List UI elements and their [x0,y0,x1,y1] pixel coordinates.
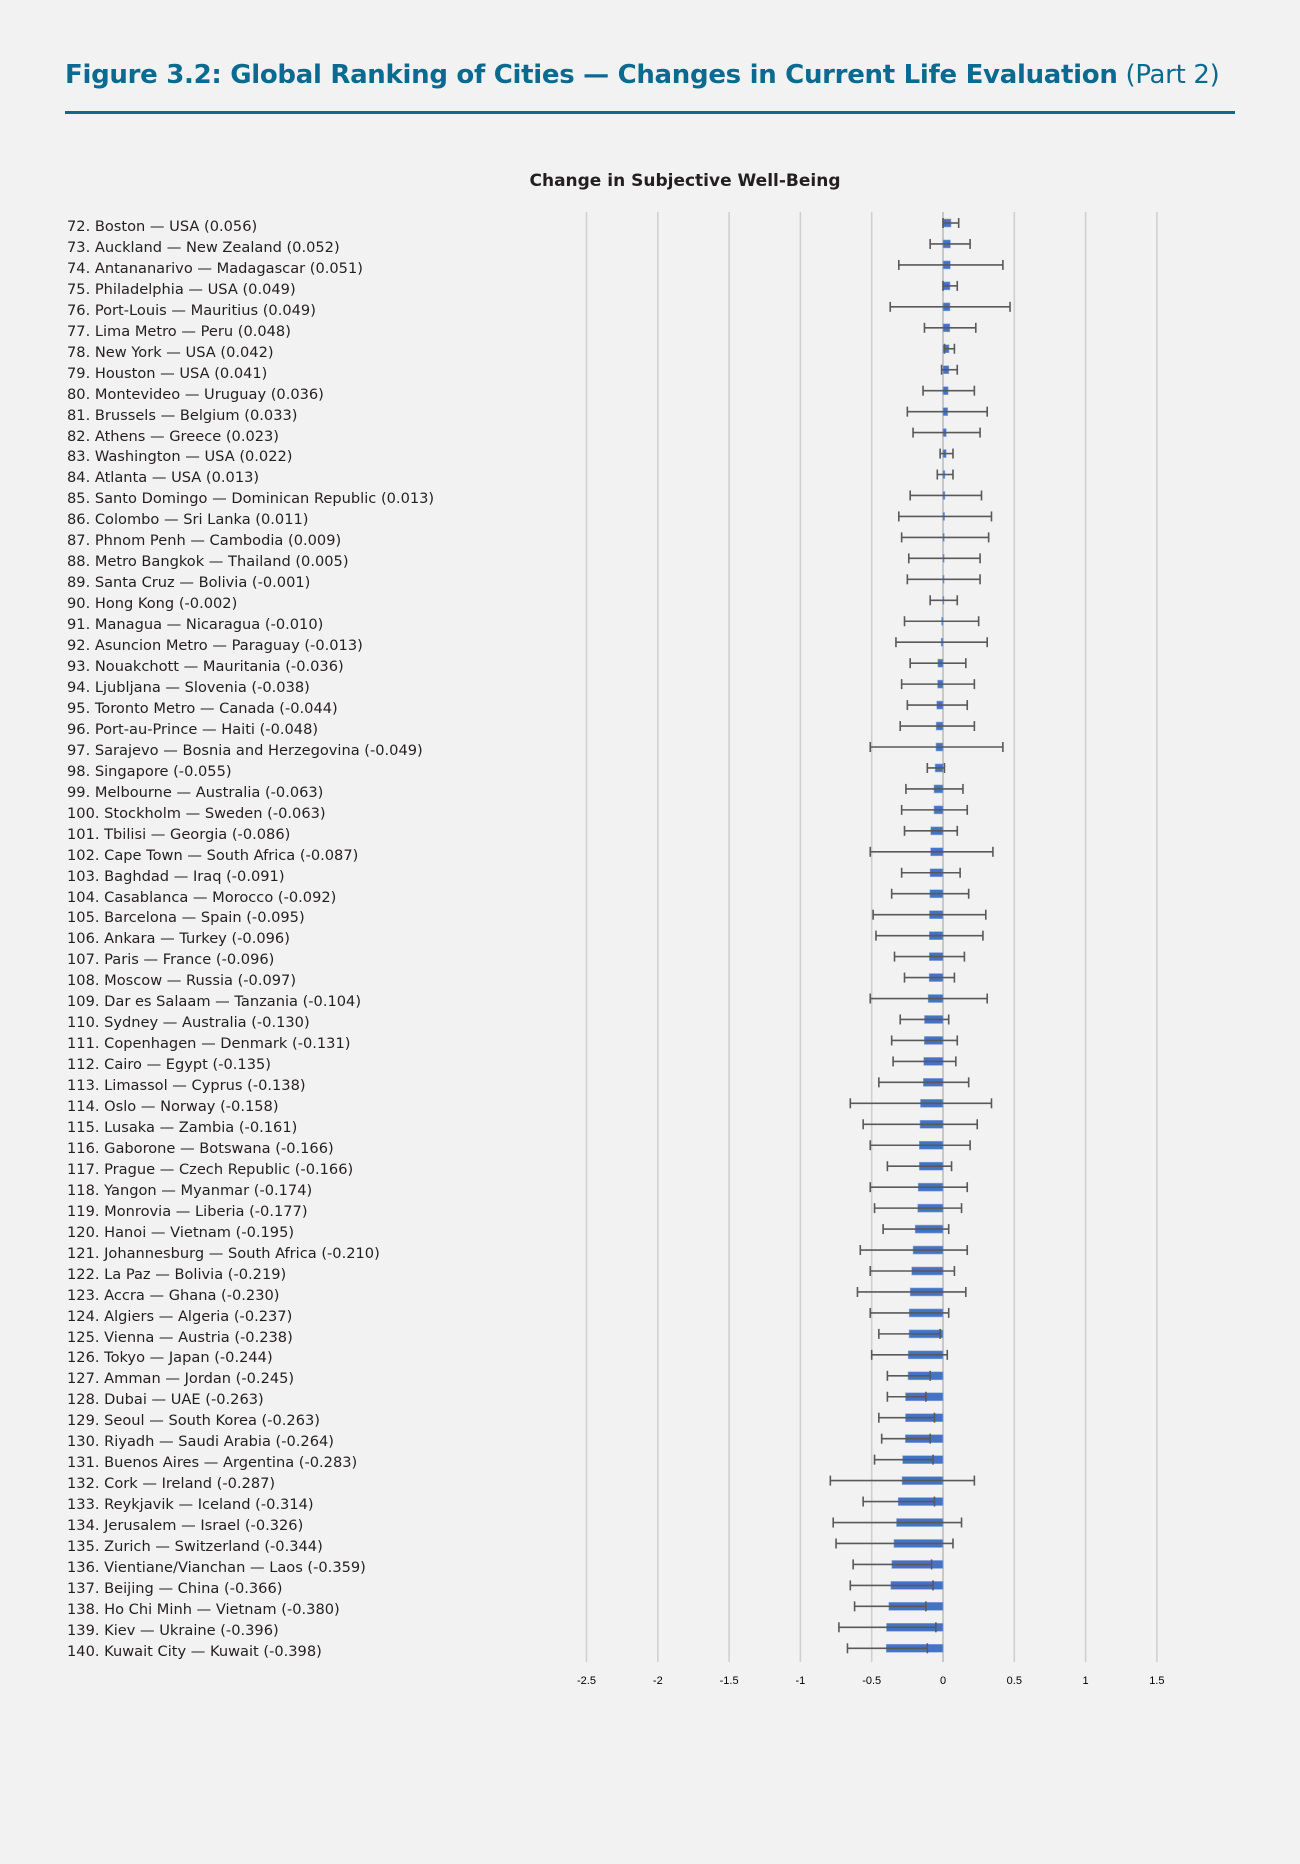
city-label: 82. Athens — Greece (0.023) [67,427,280,445]
x-tick-label: -0.5 [862,1675,882,1687]
error-bar [899,511,992,521]
city-label: 134. Jerusalem — Israel (-0.326) [67,1517,304,1535]
error-bars [830,218,1010,1653]
city-label: 103. Baghdad — Iraq (-0.091) [67,867,285,885]
city-label: 102. Cape Town — South Africa (-0.087) [67,846,359,864]
city-label: 128. Dubai — UAE (-0.263) [67,1391,264,1409]
x-tick-label: 0 [939,1675,947,1687]
city-label: 75. Philadelphia — USA (0.049) [67,280,296,298]
city-label: 121. Johannesburg — South Africa (-0.210) [67,1244,380,1262]
x-tick-label: -1 [795,1675,806,1687]
city-label: 76. Port-Louis — Mauritius (0.049) [67,301,316,319]
city-label: 132. Cork — Ireland (-0.287) [67,1475,276,1493]
city-label: 113. Limassol — Cyprus (-0.138) [67,1077,306,1095]
city-label: 129. Seoul — South Korea (-0.263) [67,1412,320,1430]
city-label: 78. New York — USA (0.042) [67,343,274,361]
city-label: 130. Riyadh — Saudi Arabia (-0.264) [67,1433,334,1451]
chart-title: Change in Subjective Well-Being [529,171,841,191]
city-label: 89. Santa Cruz — Bolivia (-0.001) [67,574,311,592]
city-label: 135. Zurich — Switzerland (-0.344) [67,1538,323,1556]
city-label: 81. Brussels — Belgium (0.033) [67,406,298,424]
city-label: 115. Lusaka — Zambia (-0.161) [67,1118,298,1136]
city-label: 80. Montevideo — Uruguay (0.036) [67,385,324,403]
city-label: 133. Reykjavik — Iceland (-0.314) [67,1496,314,1514]
city-label: 100. Stockholm — Sweden (-0.063) [67,804,326,822]
x-axis-ticks [577,1675,1165,1687]
city-label: 90. Hong Kong (-0.002) [67,595,238,613]
x-tick-label: 0.5 [1006,1675,1022,1687]
error-bar [899,260,1003,270]
city-label: 99. Melbourne — Australia (-0.063) [67,783,324,801]
error-bar [902,532,989,542]
city-label: 112. Cairo — Egypt (-0.135) [67,1056,271,1074]
city-label: 111. Copenhagen — Denmark (-0.131) [67,1035,351,1053]
x-tick-label: -2.5 [577,1675,596,1687]
city-label: 92. Asuncion Metro — Paraguay (-0.013) [67,637,363,655]
city-label: 83. Washington — USA (0.022) [67,448,293,466]
x-tick-label: 1 [1082,1675,1089,1687]
city-label: 95. Toronto Metro — Canada (-0.044) [67,699,338,717]
city-label: 117. Prague — Czech Republic (-0.166) [67,1160,354,1178]
error-bar [923,386,974,396]
city-label: 91. Managua — Nicaragua (-0.010) [67,616,324,634]
city-label: 119. Monrovia — Liberia (-0.177) [67,1202,308,1220]
x-tick-label: -1.5 [719,1675,739,1687]
city-label: 114. Oslo — Norway (-0.158) [67,1098,279,1116]
city-label: 74. Antananarivo — Madagascar (0.051) [67,259,363,277]
city-label: 101. Tbilisi — Georgia (-0.086) [67,825,291,843]
city-label: 85. Santo Domingo — Dominican Republic (0.013) [67,490,435,508]
city-label: 122. La Paz — Bolivia (-0.219) [67,1265,287,1283]
city-label: 108. Moscow — Russia (-0.097) [67,972,297,990]
error-bar [910,490,981,500]
city-label: 98. Singapore (-0.055) [67,762,232,780]
city-label: 138. Ho Chi Minh — Vietnam (-0.380) [67,1600,340,1618]
city-label: 116. Gaborone — Botswana (-0.166) [67,1139,334,1157]
x-tick-label: 1.5 [1149,1675,1165,1687]
city-label: 106. Ankara — Turkey (-0.096) [67,930,290,948]
city-label: 110. Sydney — Australia (-0.130) [67,1014,310,1032]
city-label: 107. Paris — France (-0.096) [67,951,275,969]
city-label: 96. Port-au-Prince — Haiti (-0.048) [67,720,319,738]
city-label: 105. Barcelona — Spain (-0.095) [67,909,305,927]
gridlines [587,212,1157,1662]
city-label: 94. Ljubljana — Slovenia (-0.038) [67,678,310,696]
city-label: 109. Dar es Salaam — Tanzania (-0.104) [67,993,362,1011]
city-label: 125. Vienna — Austria (-0.238) [67,1328,293,1346]
city-label: 120. Hanoi — Vietnam (-0.195) [67,1223,295,1241]
city-label: 77. Lima Metro — Peru (0.048) [67,322,291,340]
city-label: 127. Amman — Jordan (-0.245) [67,1370,295,1388]
x-tick-label: -2 [652,1675,663,1687]
city-label: 140. Kuwait City — Kuwait (-0.398) [67,1642,322,1660]
figure-title-main: Figure 3.2: Global Ranking of Cities — Changes in Current Life Evaluation [65,60,1118,90]
city-label: 139. Kiev — Ukraine (-0.396) [67,1621,279,1639]
city-label: 87. Phnom Penh — Cambodia (0.009) [67,532,342,550]
city-label: 79. Houston — USA (0.041) [67,364,268,382]
city-label: 124. Algiers — Algeria (-0.237) [67,1307,293,1325]
city-label: 93. Nouakchott — Mauritania (-0.036) [67,658,344,676]
city-label: 131. Buenos Aires — Argentina (-0.283) [67,1454,358,1472]
city-label: 84. Atlanta — USA (0.013) [67,469,260,487]
city-label: 104. Casablanca — Morocco (-0.092) [67,888,337,906]
city-label: 88. Metro Bangkok — Thailand (0.005) [67,553,349,571]
city-label: 136. Vientiane/Vianchan — Laos (-0.359) [67,1559,366,1576]
city-label: 97. Sarajevo — Bosnia and Herzegovina (-0.049) [67,741,423,759]
city-label: 72. Boston — USA (0.056) [67,218,258,235]
city-label: 86. Colombo — Sri Lanka (0.011) [67,511,309,529]
city-label: 118. Yangon — Myanmar (-0.174) [67,1181,313,1199]
city-label: 73. Auckland — New Zealand (0.052) [67,238,340,256]
city-label: 123. Accra — Ghana (-0.230) [67,1286,280,1304]
city-label: 137. Beijing — China (-0.366) [67,1579,283,1597]
city-label: 126. Tokyo — Japan (-0.244) [67,1349,273,1367]
figure-title-part: (Part 2) [1117,60,1220,90]
